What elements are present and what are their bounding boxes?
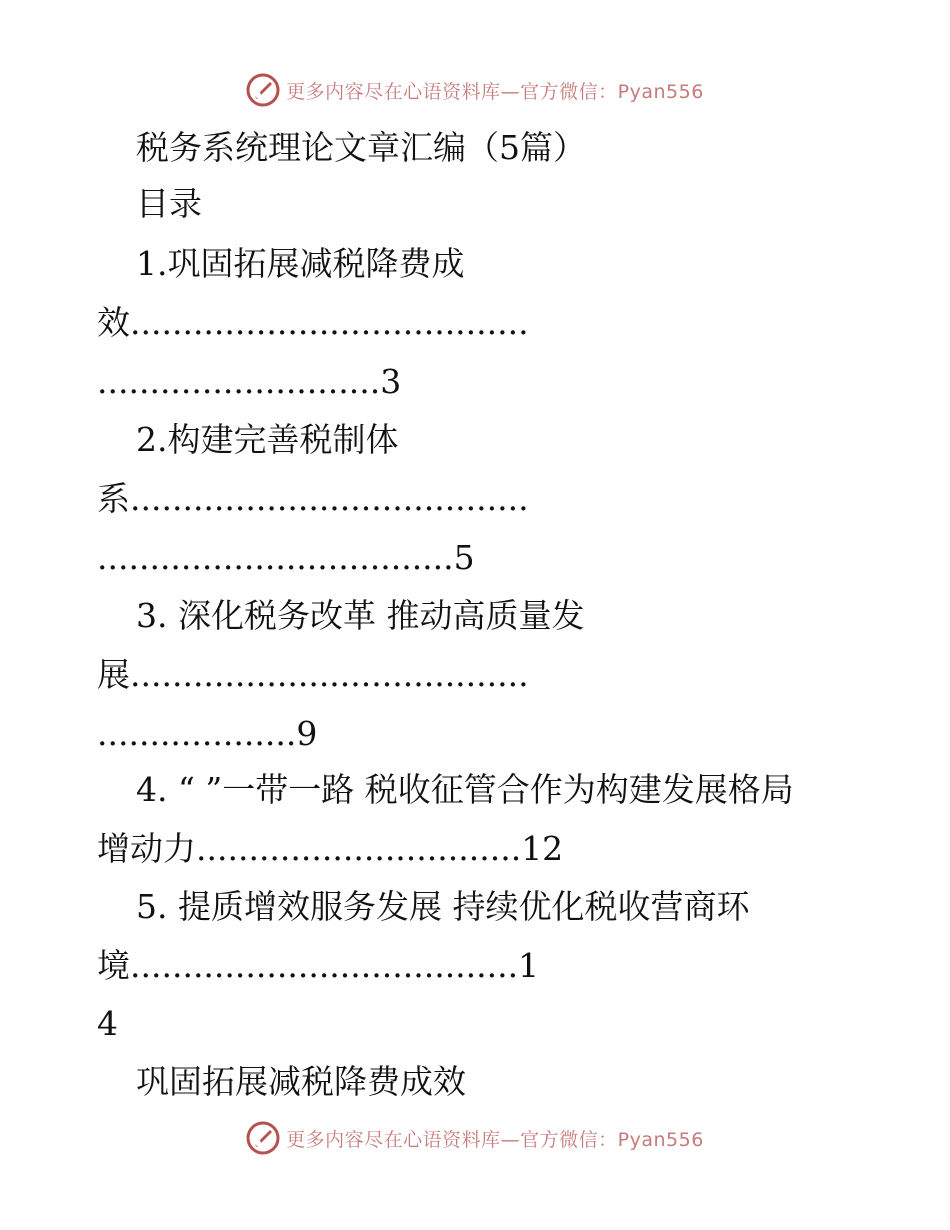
toc-item-1-head: 1.巩固拓展减税降费成	[136, 244, 465, 283]
toc-item-1-tail: 效	[97, 303, 130, 342]
toc-item-3-head: 3. 深化税务改革 推动高质量发	[136, 596, 585, 635]
header-banner	[0, 70, 950, 110]
toc-item-3-line2	[97, 714, 857, 754]
toc-item-4-head: 4. “ ”一带一路 税收征管合作为构建发展格局	[136, 770, 794, 809]
toc-item-3-page: 9	[296, 714, 318, 753]
toc-leader: .....................................	[130, 946, 519, 985]
toc-leader: ...............................	[196, 829, 522, 868]
toc-leader: ...........................	[97, 362, 381, 401]
toc-leader: ......................................	[130, 479, 529, 518]
banner-text: 更多内容尽在心语资料库—官方微信：Pyan556	[286, 80, 704, 103]
banner-text: 更多内容尽在心语资料库—官方微信：Pyan556	[286, 1128, 704, 1151]
toc-leader: ......................................	[130, 655, 529, 694]
toc-item-4-tail: 增动力	[97, 829, 196, 868]
section-title: 巩固拓展减税降费成效	[136, 1062, 466, 1101]
document-title: 税务系统理论文章汇编（5篇）	[136, 128, 586, 167]
toc-item-2-line2	[97, 538, 857, 578]
toc-leader: ...................	[97, 714, 297, 753]
toc-item-3-tail: 展	[97, 655, 130, 694]
toc-item-5-tail: 境	[97, 946, 130, 985]
toc-item-4-page: 12	[521, 829, 564, 868]
toc-item-5-line	[97, 946, 857, 986]
toc-item-2-line	[97, 479, 857, 519]
toc-item-2-tail: 系	[97, 479, 130, 518]
toc-item-1-line2	[97, 362, 857, 402]
toc-item-5-head: 5. 提质增效服务发展 持续优化税收营商环	[136, 887, 750, 926]
toc-item-3-line	[97, 655, 857, 695]
toc-item-5-page-b: 4	[97, 1004, 118, 1043]
toc-item-1-page: 3	[380, 362, 402, 401]
toc-heading: 目录	[136, 184, 202, 223]
feather-pen-logo-icon	[246, 1121, 280, 1155]
toc-item-4-line	[97, 829, 857, 869]
feather-pen-logo-icon	[246, 73, 280, 107]
toc-leader: ..................................	[97, 538, 454, 577]
toc-leader: ......................................	[130, 303, 529, 342]
toc-item-2-head: 2.构建完善税制体	[136, 420, 399, 459]
toc-item-2-page: 5	[453, 538, 475, 577]
toc-item-1-line	[97, 303, 857, 343]
footer-banner	[0, 1118, 950, 1158]
toc-item-5-page-a: 1	[518, 946, 540, 985]
